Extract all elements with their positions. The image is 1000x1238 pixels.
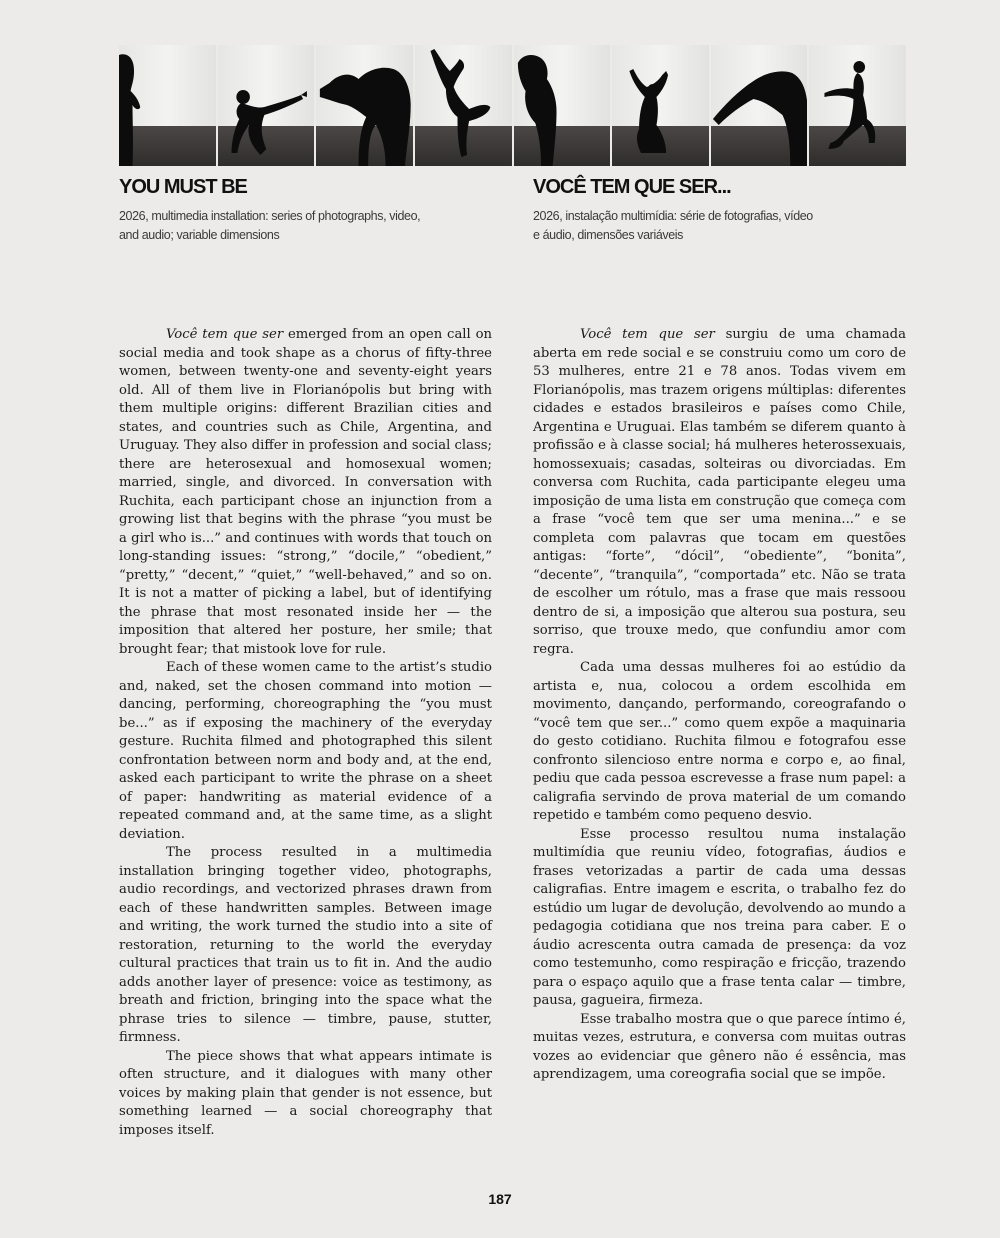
portuguese-subtitle-line-1: 2026, instalação multimídia: série de fotografias, vídeo xyxy=(533,209,813,223)
photo-frame-3 xyxy=(316,45,413,166)
photo-frame-5 xyxy=(514,45,611,166)
english-paragraph: Each of these women came to the artist’s studio and, naked, set the chosen command into motion — dancing, performing, choreographing the “you must be...” as if exposing the machinery of the everyday gesture. Ruchita filmed and photographed this silent confrontation between norm and body and, at the end, asked each participant to write the phrase on a sheet of paper: handwriting as material evidence of a repeated command and, at the same time, as a slight deviation. xyxy=(119,660,492,842)
photo-frame-7 xyxy=(711,45,808,166)
photo-frame-6 xyxy=(612,45,709,166)
english-paragraph: The process resulted in a multimedia installation bringing together video, photographs, audio recordings, and vectorized phrases drawn from each of these handwritten samples. Between image and writing, the work turned the studio into a site of restoration, returning to the world the everyday cultural practices that train us to fit in. And the audio adds another layer of presence: voice as testimony, as breath and friction, bringing into the space what the phrase tries to silence — timbre, pause, stutter, firmness. xyxy=(119,845,492,1045)
photo-strip xyxy=(119,45,906,166)
english-paragraph: The piece shows that what appears intimate is often structure, and it dialogues with many other voices by making plain that gender is not essence, but something learned — a social choreography that imposes itself. xyxy=(119,1048,492,1138)
silhouette-leaning-back-arms-out-icon xyxy=(711,45,808,166)
english-paragraph: Você tem que ser emerged from an open call on social media and took shape as a chorus of fifty-three women, between twenty-one and seventy-eight years old. All of them live in Florianópolis but bring with them multiple origins: different Brazilian cities and states, and countries such as Chile, Argentina, and Uruguay. They also differ in profession and social class; there are heterosexual and homosexual women; married, single, and divorced. In conversation with Ruchita, each participant chose an injunction from a growing list that begins with the phrase “you must be a girl who is...” and continues with words that touch on long-standing issues: “strong,” “docile,” “obedient,” “pretty,” “decent,” “quiet,” “well-behaved,” and so on. It is not a matter of picking a label, but of identifying the phrase that most resonated inside her — the imposition that altered her posture, her smile; that brought fear; that mistook love for rule. xyxy=(119,327,492,657)
silhouette-kneeling-arms-forward-icon xyxy=(809,45,906,166)
portuguese-subtitle xyxy=(533,207,813,245)
portuguese-paragraph: Esse trabalho mostra que o que parece íntimo é, muitas vezes, estrutura, e conversa com muitas outras vozes ao evidenciar que gênero não é essência, mas aprendizagem, uma coreografia social que se impõe. xyxy=(533,1011,906,1082)
work-title-italic: Você tem que ser xyxy=(580,327,715,342)
english-body-column xyxy=(119,326,492,1140)
silhouette-kneeling-arms-raised-icon xyxy=(612,45,709,166)
portuguese-paragraph: Esse processo resultou numa instalação multimídia que reuniu vídeo, fotografias, áudios e frases vetorizadas a partir de cada uma dessas caligrafias. Entre imagem e escrita, o trabalho fez do estúdio um lugar de devolução, devolvendo ao mundo a pedagogia cotidiana que nos treina para caber. E o áudio acrescenta outra camada de presença: da voz como testemunho, como respiração e fricção, trazendo para o espaço aquilo que a frase tenta calar — timbre, pausa, gagueira, firmeza. xyxy=(533,826,906,1008)
english-title: YOU MUST BE xyxy=(119,176,247,198)
portuguese-title: VOCÊ TEM QUE SER... xyxy=(533,176,731,198)
silhouette-crouching-arm-extended-icon xyxy=(218,45,315,166)
portuguese-body-column xyxy=(533,326,906,1085)
page-number: 187 xyxy=(488,1191,512,1207)
english-subtitle xyxy=(119,207,420,245)
silhouette-arched-back-profile-icon xyxy=(514,45,611,166)
photo-frame-1 xyxy=(119,45,216,166)
english-subtitle-line-1: 2026, multimedia installation: series of photographs, video, xyxy=(119,209,421,223)
english-subtitle-line-2: and audio; variable dimensions xyxy=(119,228,280,242)
silhouette-bent-over-hands-on-head-icon xyxy=(316,45,413,166)
silhouette-arms-raised-one-knee-up-icon xyxy=(415,45,512,166)
photo-frame-2 xyxy=(218,45,315,166)
silhouette-profile-standing-icon xyxy=(119,45,216,166)
portuguese-subtitle-line-2: e áudio, dimensões variáveis xyxy=(533,228,684,242)
portuguese-paragraph: Você tem que ser surgiu de uma chamada aberta em rede social e se construiu como um coro de 53 mulheres, entre 21 e 78 anos. Todas vivem em Florianópolis, mas trazem origens múltiplas: diferentes cidades e estados brasileiros e países como Chile, Argentina e Uruguai. Elas também se diferem quanto à profissão e à classe social; há mulheres heterossexuais, homossexuais; casadas, solteiras ou divorciadas. Em conversa com Ruchita, cada participante elegeu uma imposição de uma lista em construção que começa com a frase “você tem que ser uma menina...” e se completa com palavras que tocam em questões antigas: “forte”, “dócil”, “obediente”, “bonita”, “decente”, “tranquila”, “comportada” etc. Não se trata de escolher um rótulo, mas a frase que mais ressoou dentro de si, a imposição que alterou sua postura, seu sorriso, que trouxe medo, que confundiu amor com regra. xyxy=(533,327,906,657)
work-title-italic: Você tem que ser xyxy=(166,327,284,342)
photo-frame-4 xyxy=(415,45,512,166)
portuguese-paragraph: Cada uma dessas mulheres foi ao estúdio da artista e, nua, colocou a ordem escolhida em movimento, dançando, performando, coreografando o “você tem que ser...” como quem expõe a maquinaria do gesto cotidiano. Ruchita filmou e fotografou esse confronto silencioso entre norma e corpo e, ao final, pediu que cada pessoa escrevesse a frase num papel: a caligrafia servindo de prova material de um comando repetido e também como pequeno desvio. xyxy=(533,660,906,823)
photo-frame-8 xyxy=(809,45,906,166)
